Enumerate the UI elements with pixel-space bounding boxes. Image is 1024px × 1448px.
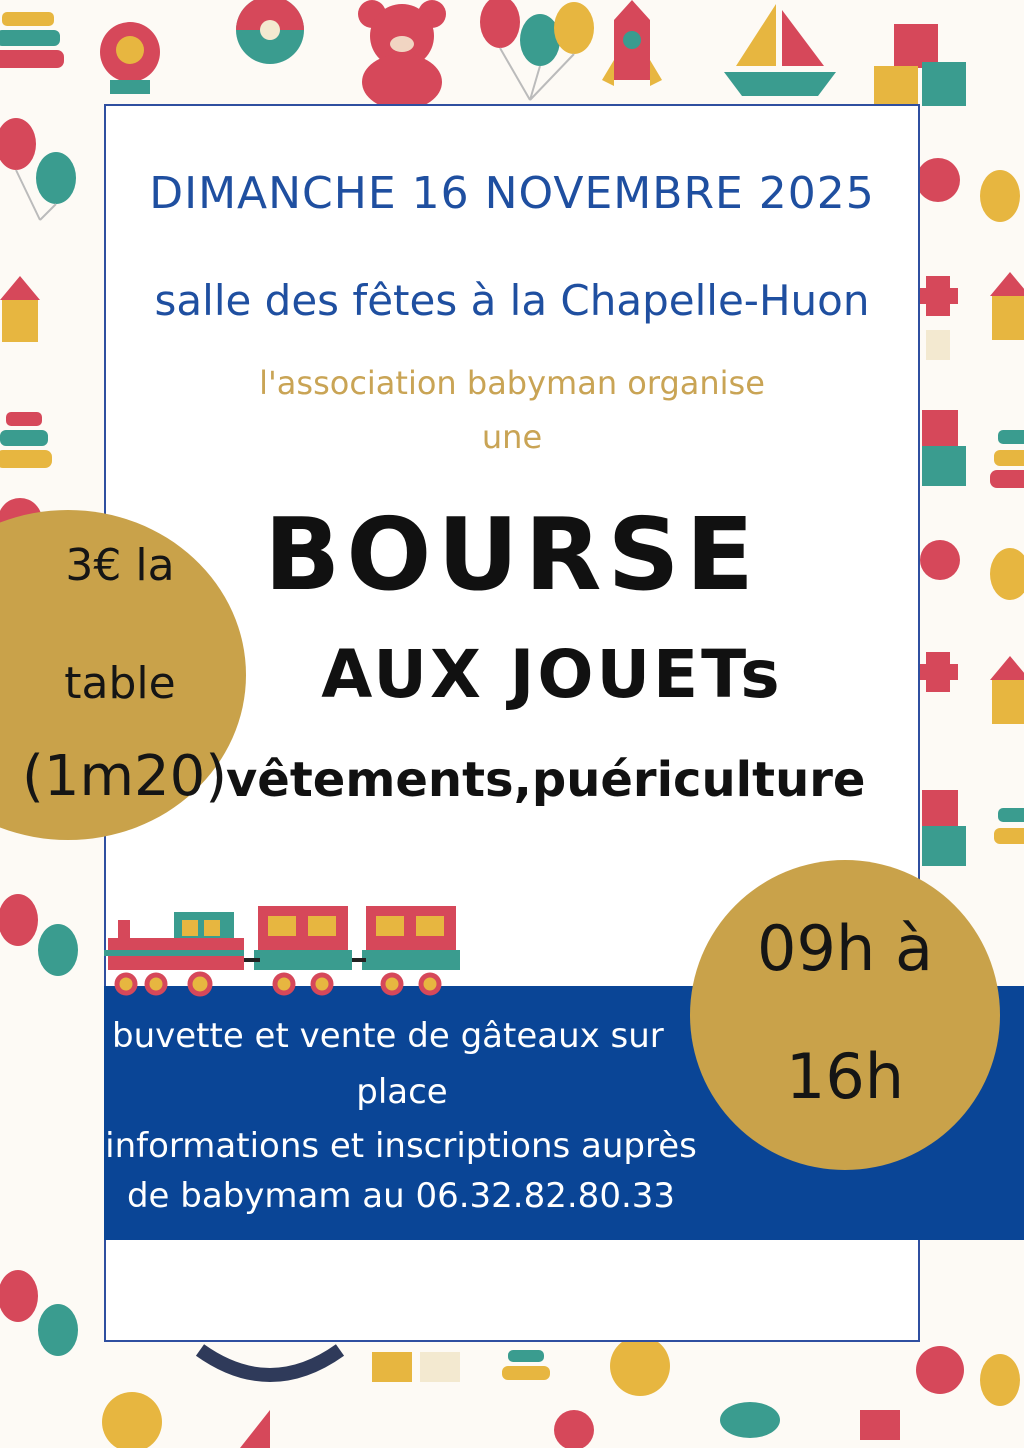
house-icon <box>990 272 1024 724</box>
balloons-icon <box>0 894 78 976</box>
footer-buvette-line: buvette et vente de gâteaux sur <box>112 1016 664 1056</box>
ball-icon <box>236 0 304 64</box>
sailboat-icon <box>240 1410 270 1448</box>
event-date: DIMANCHE 16 NOVEMBRE 2025 <box>149 168 875 219</box>
price-line-1: 3€ la <box>65 540 175 591</box>
abc-blocks-icon <box>874 24 966 110</box>
price-line-3: (1m20) <box>22 744 228 809</box>
stacking-rings-icon <box>0 12 64 68</box>
stacking-rings-icon <box>990 430 1024 844</box>
hours-badge <box>690 860 1000 1170</box>
stacking-rings-icon <box>502 1350 550 1380</box>
stacking-rings-icon <box>0 412 52 468</box>
teddy-bear-icon <box>916 158 960 202</box>
teddy-bear-icon <box>102 1392 162 1448</box>
robot-icon <box>100 22 160 94</box>
balloons-icon <box>0 118 76 220</box>
title-bourse: BOURSE <box>264 496 760 613</box>
rocking-horse-icon <box>200 1350 340 1375</box>
rocking-horse-icon <box>720 1402 780 1438</box>
balloons-icon <box>980 170 1024 600</box>
price-line-2: table <box>64 658 176 709</box>
hours-line-1: 09h à <box>757 912 933 985</box>
balloons-icon <box>0 1270 78 1356</box>
article-word: une <box>481 418 543 456</box>
train-icon <box>104 906 464 1002</box>
subtitle-categories: vêtements,puériculture <box>226 752 866 808</box>
balloons-icon <box>980 1354 1020 1406</box>
footer-place-line: place <box>356 1072 448 1112</box>
footer-phone-line: de babymam au 06.32.82.80.33 <box>126 1176 676 1216</box>
organizer-line: l'association babyman organise <box>259 364 765 402</box>
footer-info-line: informations et inscriptions auprès <box>105 1126 697 1166</box>
robot-icon <box>554 1410 594 1448</box>
teddy-bear-icon <box>610 1336 670 1396</box>
event-venue: salle des fêtes à la Chapelle-Huon <box>154 276 870 325</box>
balloons-icon <box>480 0 594 100</box>
house-icon <box>0 276 40 342</box>
teddy-bear-icon <box>358 0 446 110</box>
rocket-icon <box>602 0 662 86</box>
title-aux-jouets: AUX JOUETs <box>321 636 783 713</box>
hours-line-2: 16h <box>785 1040 905 1113</box>
sailboat-icon <box>724 4 836 96</box>
